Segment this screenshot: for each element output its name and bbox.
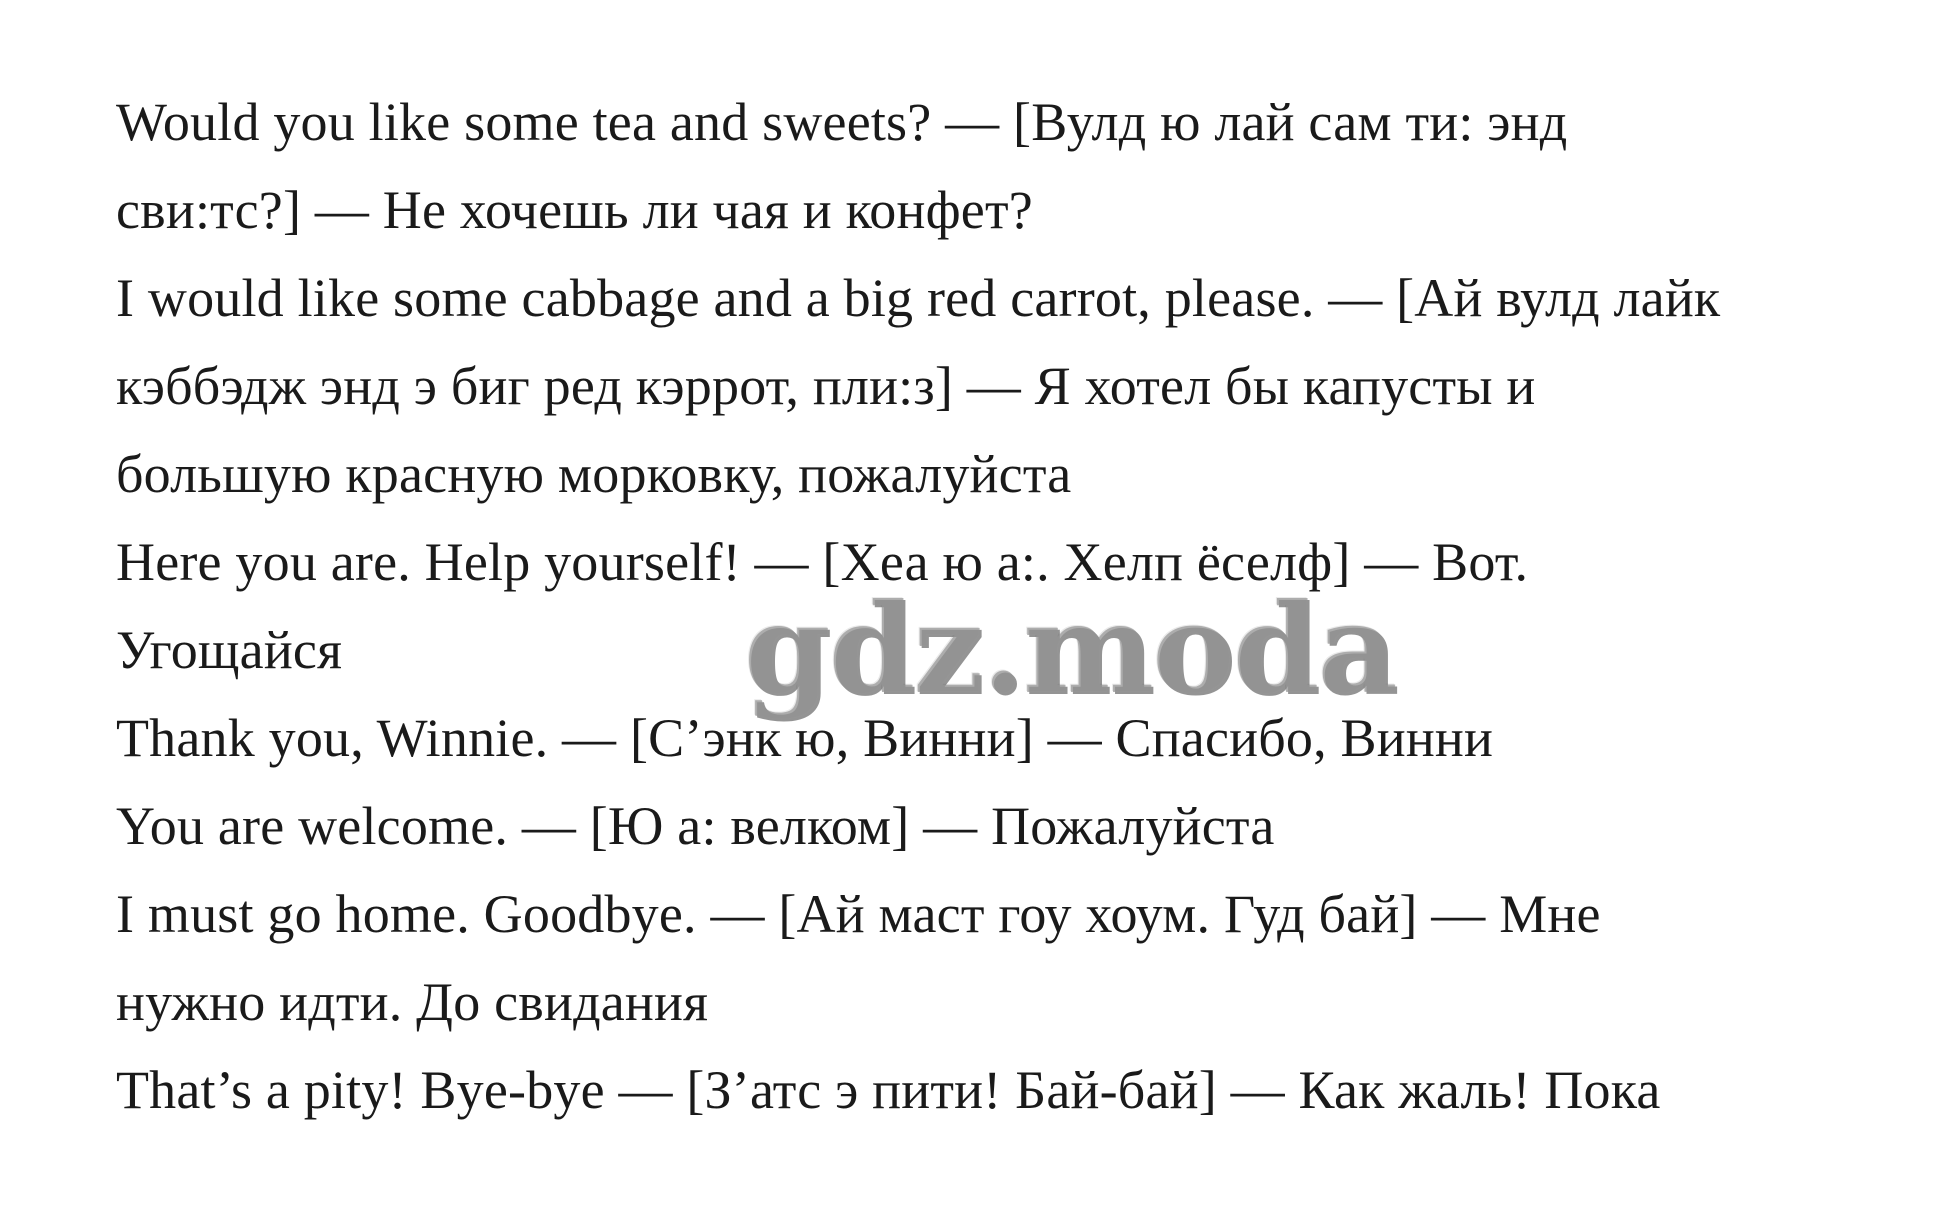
text-line: Would you like some tea and sweets? — [Вулд ю лай сам ти: энд xyxy=(116,92,1568,152)
text-line: кэббэдж энд э биг ред кэррот, пли:з] — Я хотел бы капусты и xyxy=(116,356,1536,416)
text-line: Thank you, Winnie. — [С’энк ю, Винни] — Спасибо, Винни xyxy=(116,708,1494,768)
text-line: I must go home. Goodbye. — [Ай маст гоу хоум. Гуд бай] — Мне xyxy=(116,884,1601,944)
watermark: gdz.moda xyxy=(744,577,1396,722)
text-line: большую красную морковку, пожалуйста xyxy=(116,444,1072,504)
text-line: You are welcome. — [Ю а: велком] — Пожалуйста xyxy=(116,796,1275,856)
text-line: That’s a pity! Bye-bye — [З’атс э пити! Бай-бай] — Как жаль! Пока xyxy=(116,1060,1661,1120)
text-line: нужно идти. До свидания xyxy=(116,972,709,1032)
text-line: сви:тс?] — Не хочешь ли чая и конфет? xyxy=(116,180,1033,240)
text-line: I would like some cabbage and a big red carrot, please. — [Ай вулд лайк xyxy=(116,268,1721,328)
text-line: Угощайся xyxy=(116,620,343,680)
text-line: Here you are. Help yourself! — [Хеа ю а:. Хелп ёселф] — Вот. xyxy=(116,532,1529,592)
